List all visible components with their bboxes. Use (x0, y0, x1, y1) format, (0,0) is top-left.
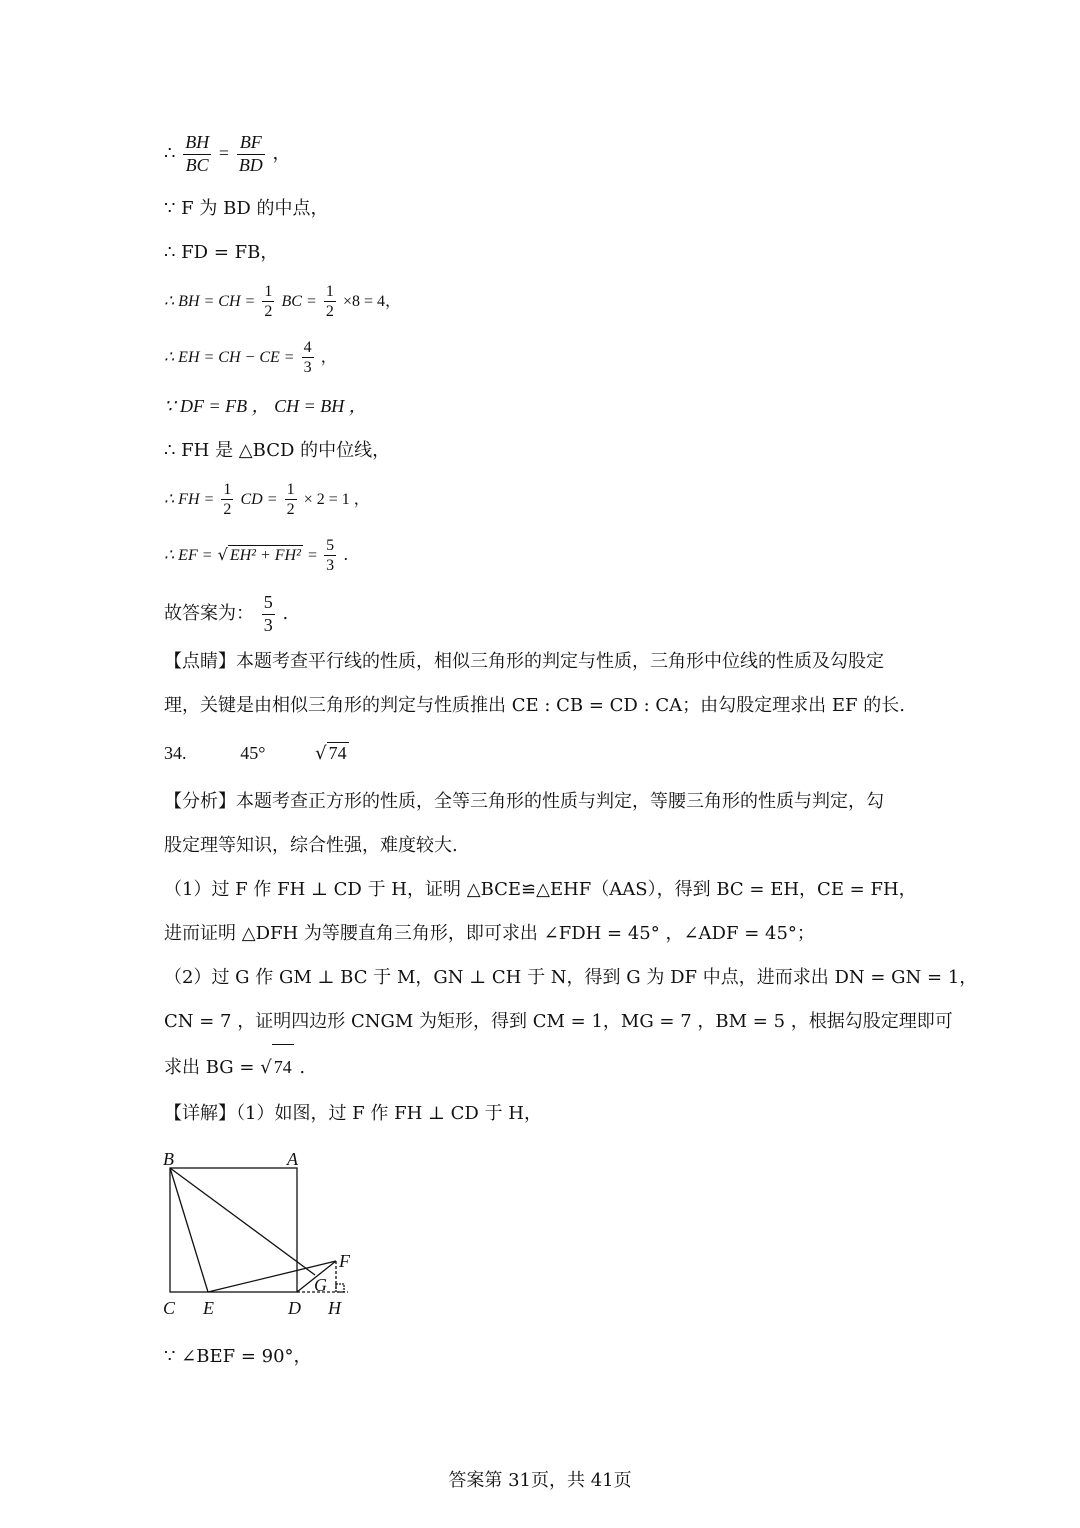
fenxi-line-1: 【分析】本题考查正方形的性质，全等三角形的性质与判定，等腰三角形的性质与判定，勾 (164, 791, 884, 812)
dianjing-line-2: 理，关键是由相似三角形的判定与性质推出 CE : CB = CD : CA；由勾股定理求出 EF 的长. (164, 695, 905, 716)
fraction-bh-bc: $\frac{BH}{BC}$ (185, 132, 210, 175)
label-e: E (203, 1298, 214, 1318)
label-b: B (163, 1149, 174, 1169)
segment-bg (170, 1168, 315, 1275)
label-f: F (339, 1251, 350, 1271)
fenxi-line-4: 进而证明 △DFH 为等腰直角三角形，即可求出 ∠FDH = 45° ，∠ADF = 45°； (164, 923, 815, 944)
line-midpoint: ∵ F 为 BD 的中点， (164, 198, 329, 219)
fenxi-section (164, 780, 978, 1090)
line-angle-bef: ∵ ∠BEF = 90°， (164, 1346, 312, 1367)
geometry-figure (155, 1145, 375, 1325)
line-ratio: ∴ $\frac{BH}{BC}$ = $\frac{BF}{BD}$ ， (164, 132, 291, 175)
xiangjie-section (164, 1092, 924, 1136)
fenxi-line-6: CN = 7 ，证明四边形 CNGM 为矩形，得到 CM = 1，MG = 7 ，BM = 5 ，根据勾股定理即可 (164, 1011, 953, 1032)
fraction-half: $\frac{1}{2}$ (325, 283, 334, 321)
fraction-five-thirds: $\frac{5}{3}$ (326, 537, 335, 575)
line-answer: 故答案为： $\frac{5}{3}$ . (164, 592, 289, 635)
sqrt-eh-fh: EH² + FH² (229, 547, 301, 565)
fraction-five-thirds: $\frac{5}{3}$ (263, 592, 273, 635)
line-midline: ∴ FH 是 △BCD 的中位线， (164, 440, 391, 461)
question-34-answers: 34. 45° √ 74 (164, 743, 347, 764)
xiangjie-line-1: 【详解】（1）如图，过 F 作 FH ⊥ CD 于 H， (164, 1103, 543, 1124)
answer-angle: 45° (240, 743, 266, 763)
label-g: G (314, 1275, 327, 1295)
dianjing-section (164, 640, 924, 728)
label-d: D (288, 1298, 301, 1318)
line-bh-ch: ∴ BH = CH = $\frac{1}{2}$ BC = $\frac{1}{2}$ ×8 = 4， (164, 283, 402, 321)
label-c: C (163, 1298, 176, 1318)
line-ef: ∴ EF = √ EH² + FH² = $\frac{5}{3}$ . (164, 537, 349, 575)
fraction-half: $\frac{1}{2}$ (286, 481, 295, 519)
fraction-half: $\frac{1}{2}$ (223, 481, 232, 519)
fraction-four-thirds: $\frac{4}{3}$ (303, 339, 312, 377)
bg-sqrt: 74 (272, 1044, 294, 1089)
line-df-fb: ∵ DF = FB ， CH = BH ， (164, 396, 367, 416)
fenxi-line-3: （1）过 F 作 FH ⊥ CD 于 H，证明 △BCE≌△EHF（AAS），得到 BC = EH，CE = FH， (164, 879, 917, 900)
line-fd-fb: ∴ FD = FB， (164, 242, 279, 263)
fraction-bf-bd: $\frac{BF}{BD}$ (238, 132, 263, 175)
answer-sqrt: 74 (328, 743, 347, 763)
right-angle-mark (336, 1284, 344, 1292)
line-fh: ∴ FH = $\frac{1}{2}$ CD = $\frac{1}{2}$ × 2 = 1 ， (164, 481, 370, 519)
line-eh: ∴ EH = CH − CE = $\frac{4}{3}$ ， (164, 339, 337, 377)
question-number: 34. (164, 743, 187, 763)
page-footer: 答案第 31页，共 41页 (448, 1470, 632, 1491)
dianjing-line-1: 【点睛】本题考查平行线的性质，相似三角形的判定与性质，三角形中位线的性质及勾股定 (164, 651, 884, 672)
therefore-symbol: ∴ (164, 143, 176, 165)
fenxi-line-2: 股定理等知识，综合性强，难度较大. (164, 835, 458, 856)
fraction-half: $\frac{1}{2}$ (264, 283, 273, 321)
fenxi-line-5: （2）过 G 作 GM ⊥ BC 于 M，GN ⊥ CH 于 N，得到 G 为 DF 中点，进而求出 DN = GN = 1， (164, 967, 978, 988)
segment-be (170, 1168, 208, 1292)
fenxi-line-7: 求出 BG = √ 74 . (164, 1044, 924, 1090)
label-a: A (287, 1149, 298, 1169)
label-h: H (328, 1298, 341, 1318)
